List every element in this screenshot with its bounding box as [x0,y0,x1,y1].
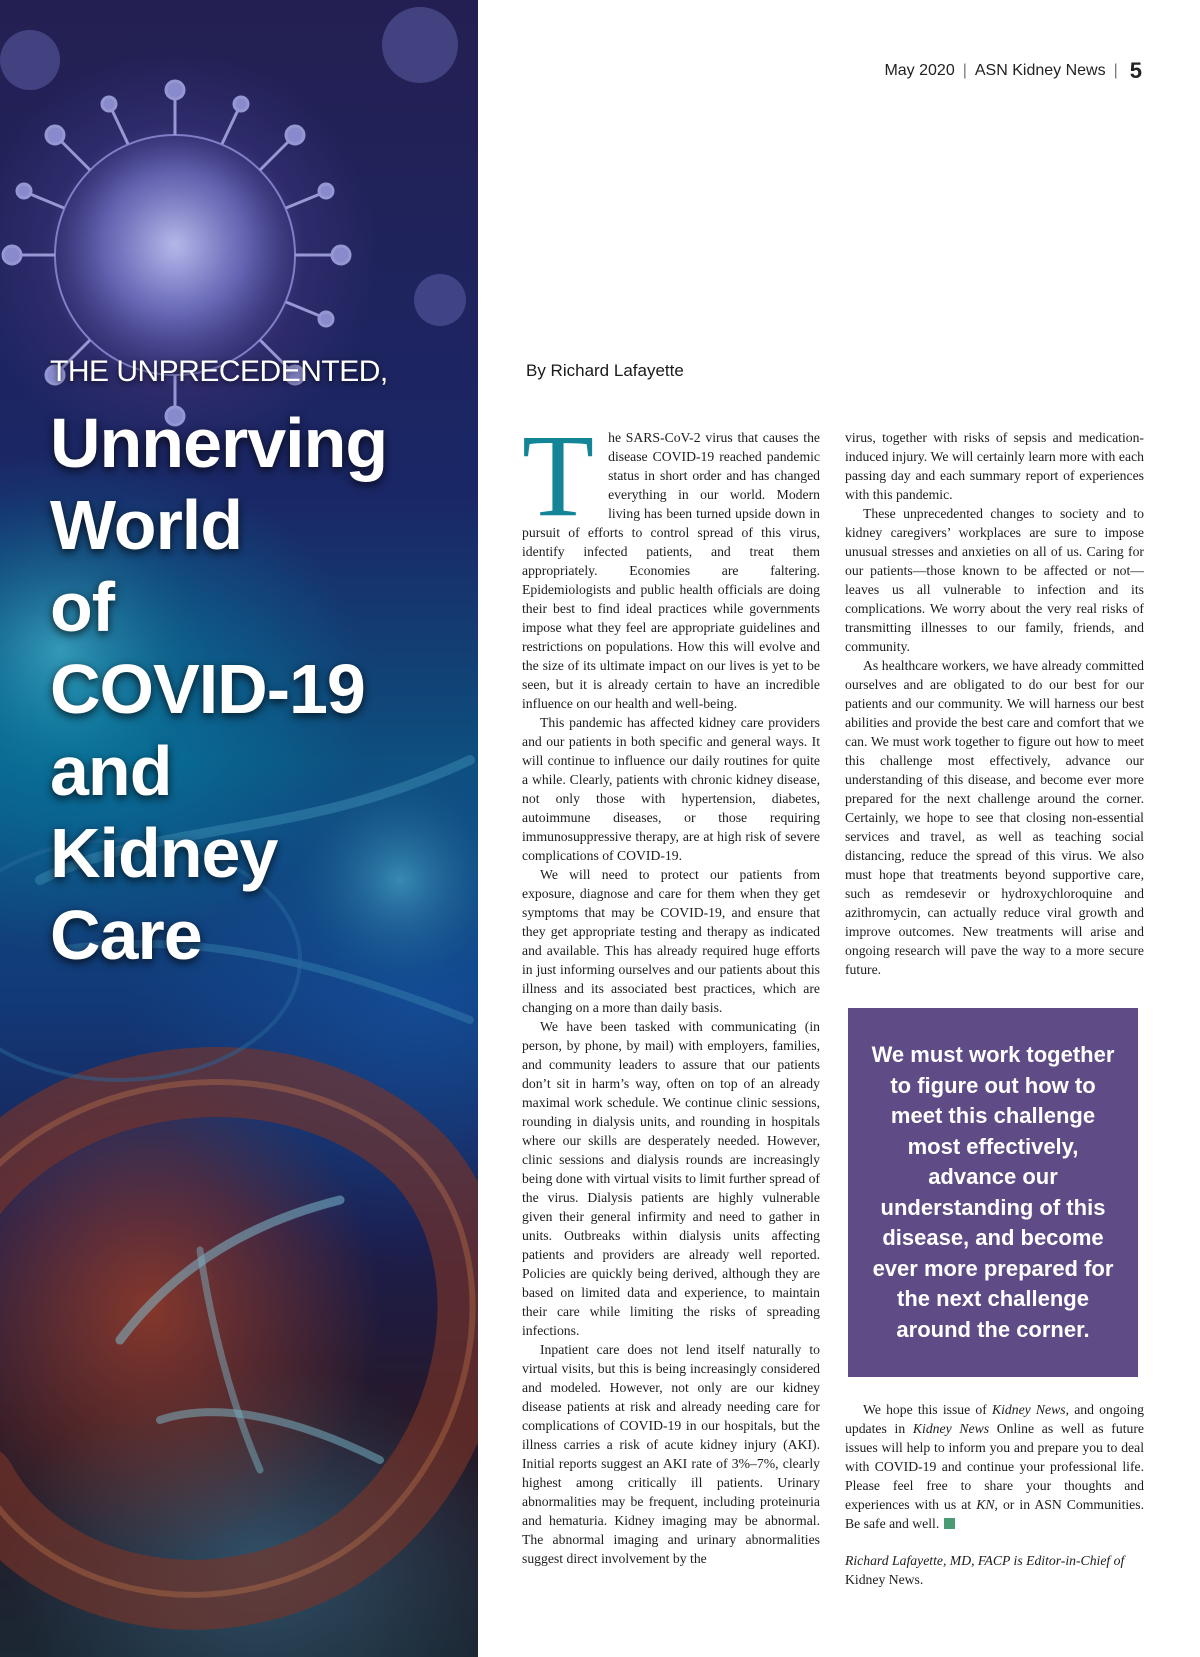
headline-title [50,402,470,976]
article-paragraph [522,410,820,713]
headline-kicker: THE UNPRECEDENTED, [50,355,388,388]
headline-line: of [50,568,115,646]
closing-text: We hope this issue of [863,1402,992,1417]
closing-text: Online as well as future issues will help to inform you and prepare you to deal with COVID-19 and continue your professional life. Please feel free to share your thoughts and experiences with us at [845,1421,1144,1512]
publication-italic: Kidney News [912,1421,990,1436]
running-header [884,56,1142,86]
headline-line: Unnerving [50,404,388,482]
closing-text: , and ongoing updates in [845,1402,1145,1436]
signature-publication: Kidney News. [845,1572,924,1587]
article-paragraph: Inpatient care does not lend itself naturally to virtual visits, but this is being increasingly considered and modeled. However, not only are our kidney disease patients at risk and already needing care for complications of COVID-19 in our hospitals, but the illness carries a risk of acute kidney injury (AKI). Initial reports suggest an AKI rate of 3%–7%, clearly highest among critically ill patients. Urinary abnormalities may be frequent, including proteinuria and hematuria. Kidney imaging may be abnormal. The abnormal imaging and urinary abnormalities suggest direct involvement by the [522,1342,820,1566]
article-column-right [845,428,1144,979]
article-paragraph: This pandemic has affected kidney care providers and our patients in both specific and general ways. It will continue to influence our daily routines for quite a while. Clearly, patients with chronic kidney disease, not only those with hypertension, diabetes, autoimmune diseases, or those requiring immunosuppressive therapy, are at high risk of severe complications of COVID-19. [522,715,820,863]
article-paragraph: We will need to protect our patients from exposure, diagnose and care for them when they get symptoms that may be COVID-19, and ensure that they get appropriate testing and therapy as indicated and available. This has already required huge efforts in just informing ourselves and our patients about this illness and its associated best practices, which are changing on a more than daily basis. [522,867,820,1015]
header-separator: | [1113,62,1118,79]
signature-text: Richard Lafayette, MD, FACP is Editor-in-Chief of [845,1553,1125,1568]
hero-illustration [0,0,478,1657]
closing-paragraph [845,1400,1144,1533]
byline: By Richard Lafayette [526,361,684,380]
headline-line: and [50,732,172,810]
pull-quote-text: We must work together to figure out how to meet this challenge most effectively, advance our understanding of this disease, and become ever more prepared for the next challenge around the corner. [871,1042,1115,1342]
publication-italic: Kidney News [991,1402,1066,1417]
article-paragraph: As healthcare workers, we have already committed ourselves and are obligated to do our best for our patients and our community. We will harness our best abilities and provide the best care and comfort that we can. We must work together to figure out how to meet this challenge most effectively, advance our understanding of this disease, and become ever more prepared for the next challenge around the corner. Certainly, we hope to see that closing non-essential services and travel, as well as teaching social distancing, reduce the spread of this virus. We also must hope that treatments beyond supportive care, such as remdesevir or hydroxychloroquine and azithromycin, can actually reduce viral growth and improve outcomes. New treatments will arise and ongoing research will pave the way to a more secure future. [845,658,1144,977]
headline-line: Kidney [50,814,278,892]
end-mark-icon [944,1518,955,1529]
issue-date: May 2020 [884,62,955,79]
article-paragraph: We have been tasked with communicating (in person, by phone, by mail) with employers, families, and community leaders to assure that our patients don’t sit in harm’s way, often on top of an already maximal work schedule. We continue clinic sessions, rounding in dialysis units, and rounding in hospitals where our skills are desperately needed. However, clinic sessions and dialysis rounds are increasingly being done with virtual visits to limit further spread of the virus. Dialysis patients are highly vulnerable given their general infirmity and need to gather in units. Outbreaks within dialysis units affecting patients and providers are already well reported. Policies are quickly being derived, although they are based on limited data and experience, to maintain their care while limiting the risks of spreading infections. [522,1019,820,1338]
article-paragraph: These unprecedented changes to society and to kidney caregivers’ workplaces are sure to impose unusual stresses and anxieties on all of us. Caring for our patients—those known to be affected or not—leaves us all vulnerable to infection and its complications. We worry about the very real risks of transmitting illnesses to our family, friends, and community. [845,506,1144,654]
article-column-left [522,410,820,1568]
pull-quote [848,1008,1138,1377]
page-number: 5 [1129,58,1142,83]
header-separator: | [962,62,967,79]
headline-line: World [50,486,243,564]
article-paragraph: virus, together with risks of sepsis and medication-induced injury. We will certainly learn more with each passing day and each summary report of experiences with this pandemic. [845,430,1144,502]
article-column-right-bottom [845,1400,1144,1589]
headline-line: COVID-19 [50,650,365,728]
drop-cap: T [522,410,595,541]
publication-name: ASN Kidney News [974,62,1106,79]
lead-text: he SARS-CoV-2 virus that causes the disease COVID-19 reached pandemic status in short order and has changed everything in our world. Modern living has been turned upside down in pursuit of efforts to control spread of this virus, identify infected patients, and treat them appropriately. Economies are faltering. Epidemiologists and public health officials are doing their best to find ideal practices while governments impose what they feel are appropriate guidelines and restrictions on populations. How this will evolve and the size of its ultimate impact on our lives is yet to be seen, but it is already certain to have an incredible influence on our health and well-being. [522,430,820,711]
publication-italic: KN [976,1497,995,1512]
closing-text: , or in ASN Communities. Be safe and well. [845,1497,1144,1531]
headline-line: Care [50,896,202,974]
author-signature [845,1551,1144,1589]
